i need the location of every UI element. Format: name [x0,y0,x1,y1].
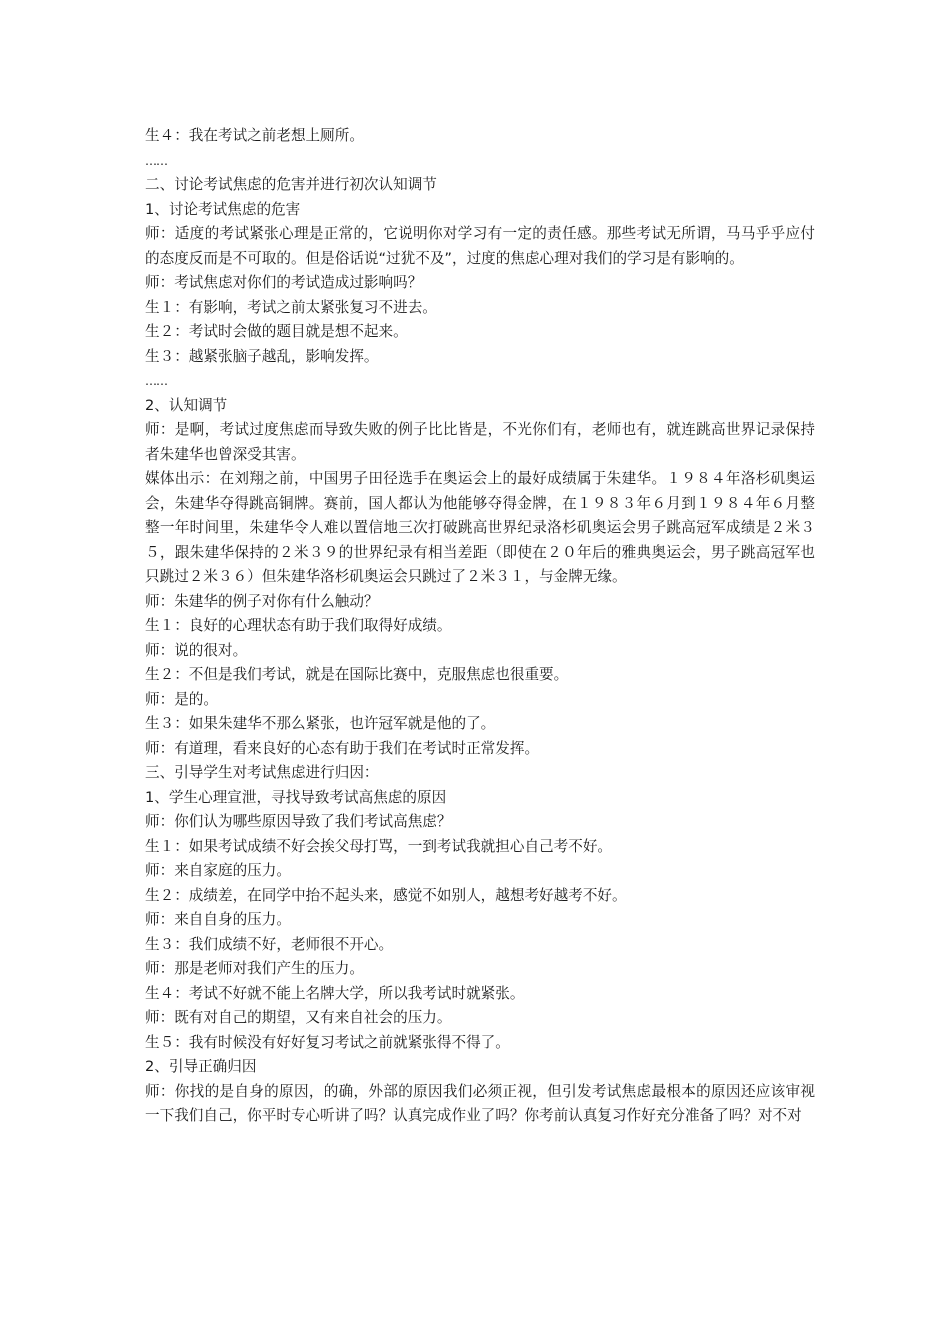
section-heading: 二、讨论考试焦虑的危害并进行初次认知调节 [145,176,437,193]
ellipsis-line: …… [145,153,167,168]
dialogue-line: 生２：成绩差，在同学中抬不起头来，感觉不如别人，越想考好越考不好。 [145,886,627,904]
section-heading: 三、引导学生对考试焦虑进行归因： [145,764,379,781]
paragraph: 师：适度的考试紧张心理是正常的，它说明你对学习有一定的责任感。那些考试无所谓，马马乎乎应付的态度反而是不可取的。但是俗话说“过犹不及”，过度的焦虑心理对我们的学习是有影响的。 [145,225,815,267]
dialogue-line: 师：是的。 [145,690,218,708]
subsection-heading: 2、引导正确归因 [145,1058,257,1075]
dialogue-line: 师：朱建华的例子对你有什么触动？ [145,592,379,610]
dialogue-line: 师：来自家庭的压力。 [145,862,291,879]
dialogue-line: 师：有道理，看来良好的心态有助于我们在考试时正常发挥。 [145,739,540,757]
dialogue-line: 师：考试焦虑对你们的考试造成过影响吗？ [145,274,423,291]
dialogue-line: 师：来自自身的压力。 [145,911,291,928]
paragraph: 师：你找的是自身的原因，的确，外部的原因我们必须正视，但引发考试焦虑最根本的原因还应该审视一下我们自己，你平时专心听讲了吗？认真完成作业了吗？你考前认真复习作好充分准备了吗？对不对 [145,1082,815,1124]
dialogue-line: 师：说的很对。 [145,641,248,659]
dialogue-line: 生５：我有时候没有好好复习考试之前就紧张得不得了。 [145,1033,510,1051]
dialogue-line: 生１：如果考试成绩不好会挨父母打骂，一到考试我就担心自己考不好。 [145,837,613,855]
dialogue-line: 生３：我们成绩不好，老师很不开心。 [145,935,394,953]
dialogue-line: 生３：如果朱建华不那么紧张，也许冠军就是他的了。 [145,715,496,732]
subsection-heading: 1、学生心理宣泄，寻找导致考试高焦虑的原因 [145,788,447,806]
paragraph: 媒体出示：在刘翔之前，中国男子田径选手在奥运会上的最好成绩属于朱建华。１９８４年洛杉矶奥运会，朱建华夺得跳高铜牌。赛前，国人都认为他能够夺得金牌，在１９８３年６月到１９８４年６月整整一年时间里，朱建华令人难以置信地三次打破跳高世界纪录洛杉矶奥运会男子跳高冠军成绩是２米３５，跟朱建华保持的２米３９的世界纪录有相当差距（即使在２０年后的雅典奥运会，男子跳高冠军也只跳过２米３６）但朱建华洛杉矶奥运会只跳过了２米３１，与金牌无缘。 [145,470,815,585]
dialogue-line: 生４：我在考试之前老想上厕所。 [145,127,364,144]
dialogue-line: 生２：考试时会做的题目就是想不起来。 [145,323,408,340]
dialogue-line: 生３：越紧张脑子越乱，影响发挥。 [145,347,379,365]
dialogue-line: 生４：考试不好就不能上名牌大学，所以我考试时就紧张。 [145,984,525,1002]
dialogue-line: 师：那是老师对我们产生的压力。 [145,960,364,977]
subsection-heading: 2、认知调节 [145,396,228,414]
dialogue-line: 生２：不但是我们考试，就是在国际比赛中，克服焦虑也很重要。 [145,666,569,683]
dialogue-line: 师：既有对自己的期望，又有来自社会的压力。 [145,1009,452,1026]
document-body [145,124,815,1129]
subsection-heading: 1、讨论考试焦虑的危害 [145,200,301,218]
dialogue-line: 生１：良好的心理状态有助于我们取得好成绩。 [145,617,452,634]
paragraph: 师：是啊，考试过度焦虑而导致失败的例子比比皆是，不光你们有，老师也有，就连跳高世界记录保持者朱建华也曾深受其害。 [145,421,815,463]
dialogue-line: 生１：有影响，考试之前太紧张复习不进去。 [145,298,437,316]
dialogue-line: 师：你们认为哪些原因导致了我们考试高焦虑？ [145,813,452,830]
ellipsis-line: …… [145,374,167,388]
